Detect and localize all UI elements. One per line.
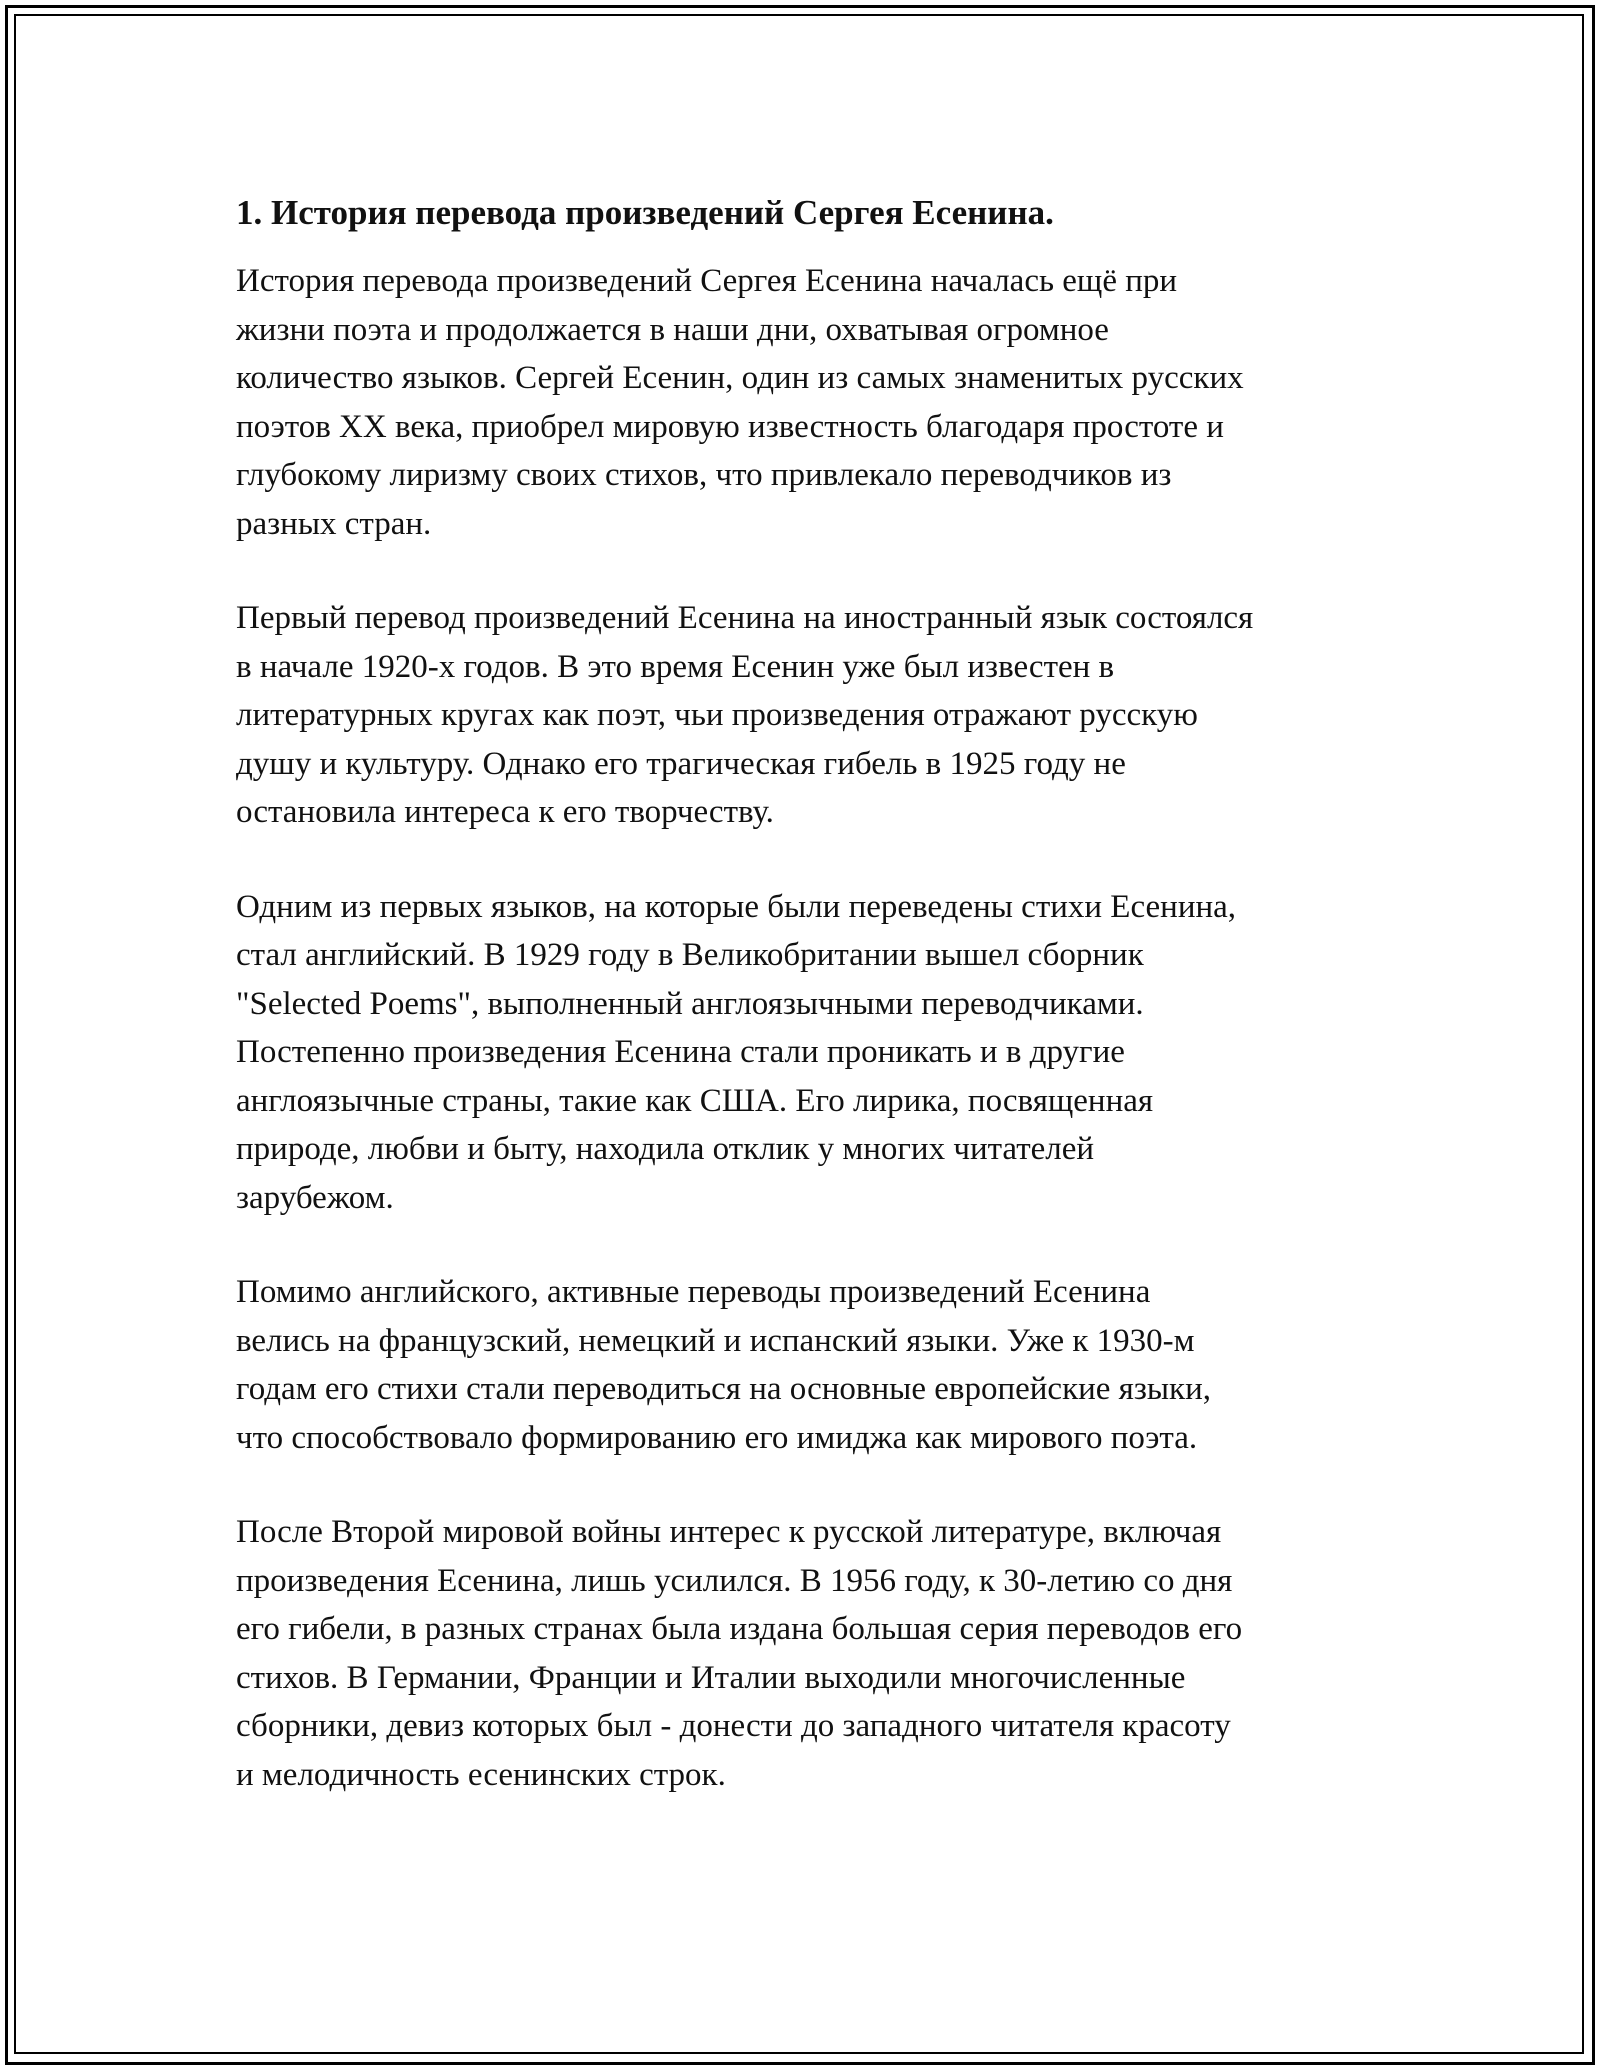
section-title: 1. История перевода произведений Сергея Есенина. [236,193,1054,232]
paragraph-4: Помимо английского, активные переводы произведений Есенина велись на французский, немецкий и испанский языки. Уже к 1930-м годам его стихи стали переводиться на основные европейские языки, что способствовало формированию его имиджа как мирового поэта. [236,1274,1211,1456]
paragraph-2: Первый перевод произведений Есенина на иностранный язык состоялся в начале 1920-х годов. В это время Есенин уже был известен в литературных кругах как поэт, чьи произведения отражают русскую душу и культуру. Однако его трагическая гибель в 1925 году не остановила интереса к его творчеству. [236,600,1254,830]
paragraph-5: После Второй мировой войны интерес к русской литературе, включая произведения Есенина, лишь усилился. В 1956 году, к 30-летию со дня его гибели, в разных странах была издана большая серия переводов его стихов. В Германии, Франции и Италии выходили многочисленные сборники, девиз которых был - донести до западного читателя красоту и мелодичность есенинских строк. [236,1514,1243,1793]
paragraph-1: История перевода произведений Сергея Есенина началась ещё при жизни поэта и продолжается в наши дни, охватывая огромное количество языков. Сергей Есенин, один из самых знаменитых русских поэтов XX века, приобрел мировую известность благодаря простоте и глубокому лиризму своих стихов, что привлекало переводчиков из разных стран. [236,263,1244,542]
document-body [236,190,1386,1845]
paragraph-3: Одним из первых языков, на которые были переведены стихи Есенина, стал английский. В 1929 году в Великобритании вышел сборник "Selected Poems", выполненный англоязычными переводчиками. Постепенно произведения Есенина стали проникать и в другие англоязычные страны, такие как США. Его лирика, посвященная природе, любви и быту, находила отклик у многих читателей зарубежом. [236,888,1237,1216]
